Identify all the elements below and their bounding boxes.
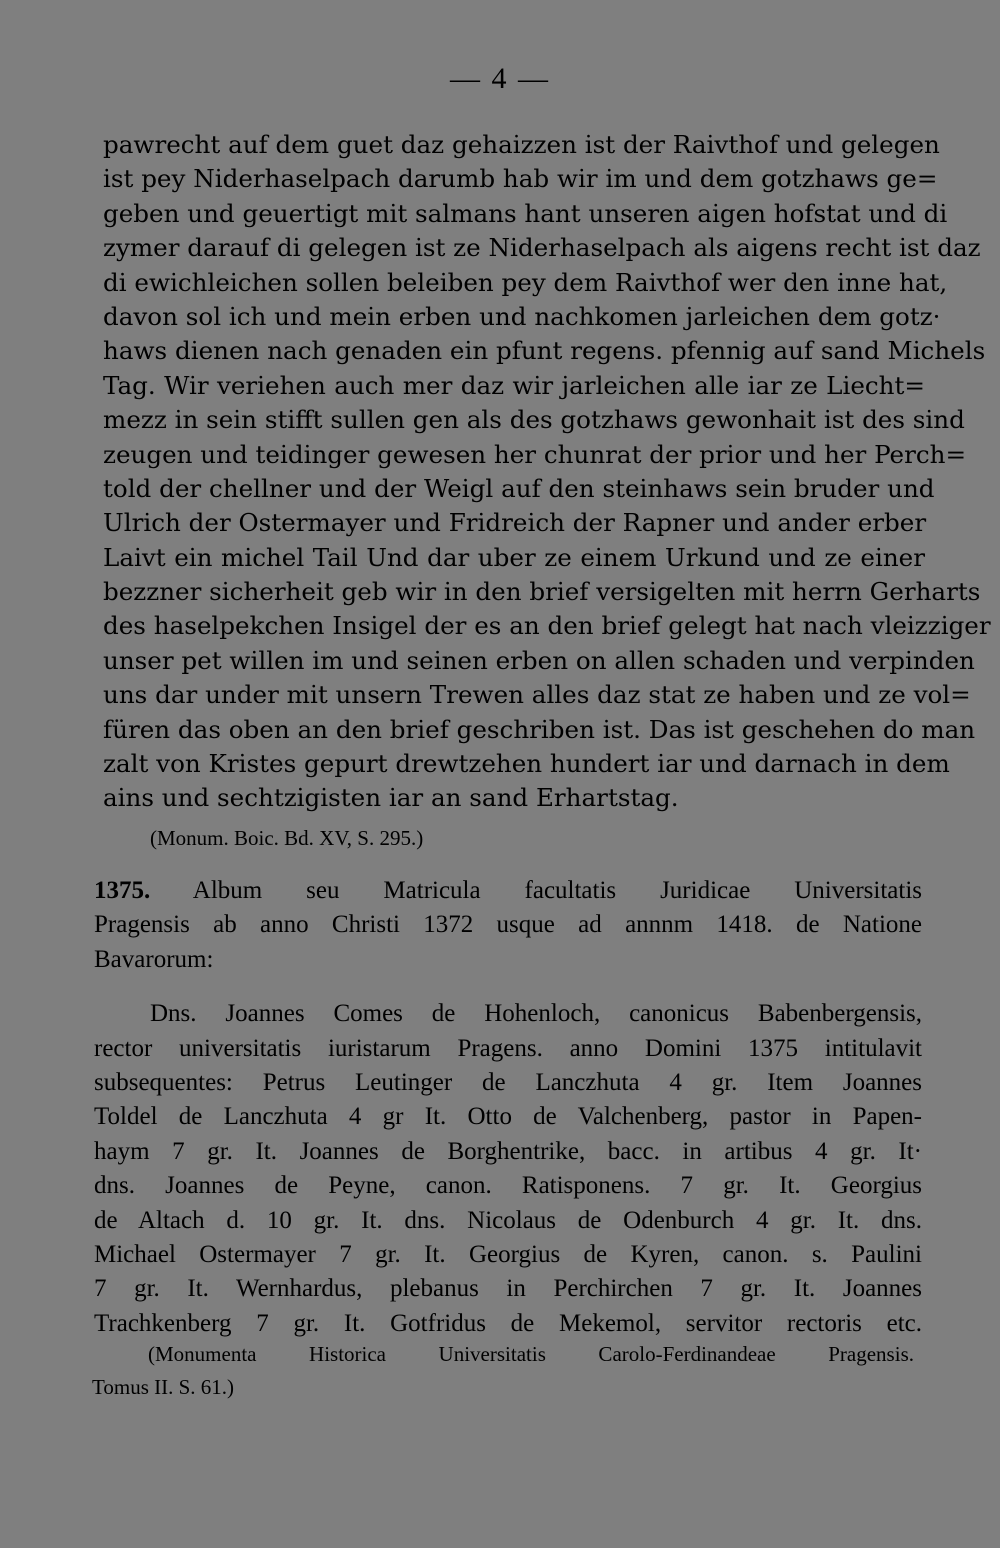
entry-year: 1375. — [94, 877, 151, 904]
text-line: geben und geuertigt mit salmans hant unseren aigen hofstat und di — [103, 198, 948, 228]
text-line: Ulrich der Ostermayer und Fridreich der Rapner und ander erber — [103, 508, 927, 538]
body-line: Trachkenberg 7 gr. It. Gotfridus de Mekemol, servitor rectoris etc. — [94, 1309, 922, 1337]
text-line: ist pey Niderhaselpach darumb hab wir im und dem gotzhaws ge= — [103, 164, 938, 194]
text-line: des haselpekchen Insigel der es an den brief gelegt hat nach vleizziger — [103, 611, 991, 641]
heading-line: Bavarorum: — [94, 945, 214, 973]
text-line: uns dar under mit unsern Trewen alles daz stat ze haben und ze vol= — [103, 680, 971, 710]
text-line: di ewichleichen sollen beleiben pey dem Raivthof wer den inne hat, — [103, 267, 948, 297]
citation-line: (Monumenta Historica Universitatis Carolo-Ferdinandeae Pragensis. — [148, 1342, 914, 1366]
text-line: pawrecht auf dem guet daz gehaizzen ist der Raivthof und gelegen — [103, 130, 940, 159]
text-line: mezz in sein stifft sullen gen als des gotzhaws gewonhait ist des sind — [103, 405, 965, 435]
body-line: 7 gr. It. Wernhardus, plebanus in Perchirchen 7 gr. It. Joannes — [94, 1275, 922, 1303]
text-line: zeugen und teidinger gewesen her chunrat der prior und her Perch= — [103, 439, 967, 469]
fraktur-text-block — [103, 128, 991, 816]
body-line: de Altach d. 10 gr. It. dns. Nicolaus de Odenburch 4 gr. It. dns. — [94, 1206, 922, 1234]
body-line: subsequentes: Petrus Leutinger de Lanczhuta 4 gr. Item Joannes — [94, 1068, 922, 1096]
text-line: davon sol ich und mein erben und nachkomen jarleichen dem gotz· — [103, 301, 941, 331]
text-line: haws dienen nach genaden ein pfunt regens. pfennig auf sand Michels — [103, 336, 986, 366]
text-line: Laivt ein michel Tail Und dar uber ze einem Urkund und ze einer — [103, 542, 925, 572]
citation-line: Tomus II. S. 61.) — [92, 1375, 235, 1399]
citation-monum-boic: (Monum. Boic. Bd. XV, S. 295.) — [150, 826, 424, 850]
latin-text-block — [94, 874, 922, 1341]
citation-monumenta-historica — [92, 1338, 914, 1404]
body-line: Toldel de Lanczhuta 4 gr It. Otto de Valchenberg, pastor in Papen- — [94, 1103, 922, 1131]
text-line: zalt von Kristes gepurt drewtzehen hundert iar und darnach in dem — [103, 749, 950, 779]
text-line: unser pet willen im und seinen erben on allen schaden und verpinden — [103, 645, 975, 675]
heading-line: Pragensis ab anno Christi 1372 usque ad annnm 1418. de Natione — [94, 911, 922, 939]
text-line: füren das oben an den brief geschriben ist. Das ist geschehen do man — [103, 714, 976, 744]
page-number: — 4 — — [450, 62, 550, 95]
entry-heading-line — [94, 874, 922, 908]
body-line: dns. Joannes de Peyne, canon. Ratisponens. 7 gr. It. Georgius — [94, 1172, 922, 1200]
text-line: told der chellner und der Weigl auf den steinhaws sein bruder und — [103, 473, 935, 503]
text-line: Tag. Wir veriehen auch mer daz wir jarleichen alle iar ze Liecht= — [103, 370, 925, 400]
text-line: zymer darauf di gelegen ist ze Niderhaselpach als aigens recht ist daz — [103, 233, 981, 263]
entry-heading-text: Album seu Matricula facultatis Juridicae Universitatis — [192, 877, 922, 904]
body-line: Michael Ostermayer 7 gr. It. Georgius de Kyren, canon. s. Paulini — [94, 1240, 922, 1268]
body-line: rector universitatis iuristarum Pragens. anno Domini 1375 intitulavit — [94, 1034, 922, 1062]
text-line: ains und sechtzigisten iar an sand Erhartstag. — [103, 783, 679, 813]
body-line: Dns. Joannes Comes de Hohenloch, canonicus Babenbergensis, — [150, 1000, 922, 1028]
text-line: bezzner sicherheit geb wir in den brief versigelten mit herrn Gerharts — [103, 577, 981, 607]
body-line: haym 7 gr. It. Joannes de Borghentrike, bacc. in artibus 4 gr. It· — [94, 1137, 922, 1165]
